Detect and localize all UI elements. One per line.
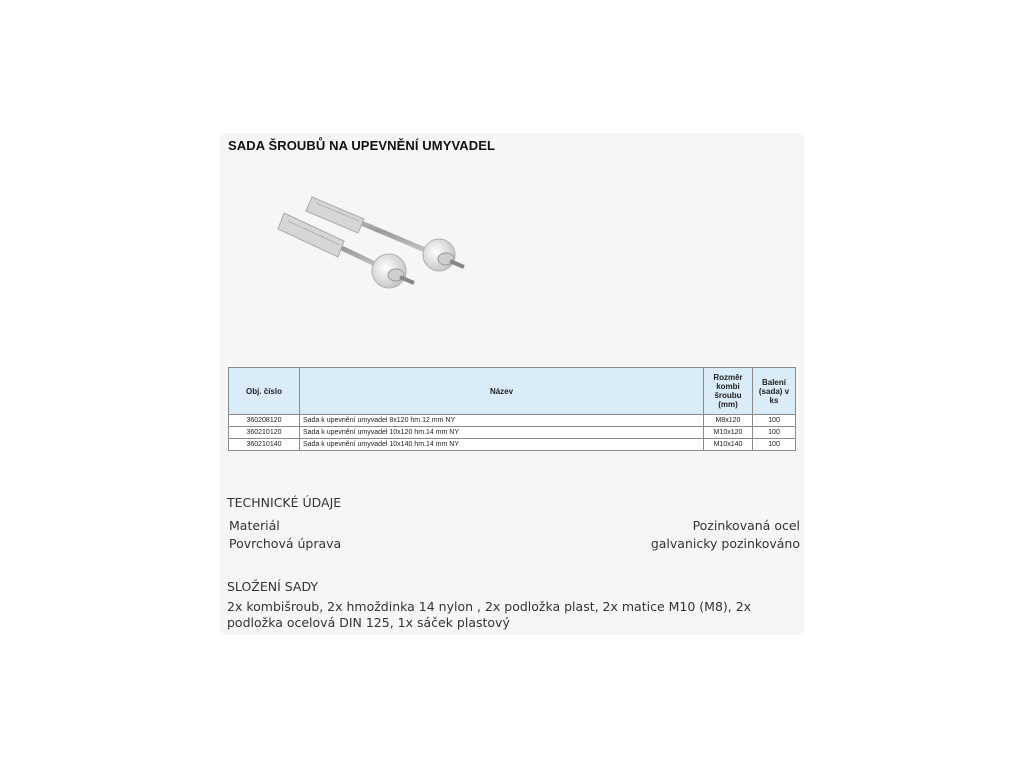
cell-screw-size: M10x120	[704, 427, 753, 439]
tech-value: galvanicky pozinkováno	[650, 536, 800, 551]
tech-value: Pozinkovaná ocel	[692, 518, 800, 533]
cell-package: 100	[753, 415, 796, 427]
cell-name: Sada k upevnění umyvadel 10x140 hm.14 mm NY	[300, 439, 704, 451]
product-panel	[220, 133, 804, 635]
product-title: SADA ŠROUBŮ NA UPEVNĚNÍ UMYVADEL	[228, 138, 496, 153]
composition-text: 2x kombišroub, 2x hmoždinka 14 nylon , 2x podložka plast, 2x matice M10 (M8), 2x podložka ocelová DIN 125, 1x sáček plastový	[227, 599, 752, 630]
table-row	[229, 427, 796, 439]
table-row	[229, 415, 796, 427]
tech-label: Povrchová úprava	[229, 536, 342, 551]
cell-screw-size: M8x120	[704, 415, 753, 427]
product-table	[228, 367, 796, 451]
cell-order-number: 360210140	[229, 439, 300, 451]
cell-package: 100	[753, 439, 796, 451]
cell-name: Sada k upevnění umyvadel 10x120 hm.14 mm NY	[300, 427, 704, 439]
technical-heading: TECHNICKÉ ÚDAJE	[227, 495, 342, 510]
composition-heading: SLOŽENÍ SADY	[227, 579, 319, 594]
cell-order-number: 360210120	[229, 427, 300, 439]
cell-package: 100	[753, 427, 796, 439]
tech-row-surface	[229, 536, 800, 551]
cell-name: Sada k upevnění umyvadel 8x120 hm.12 mm NY	[300, 415, 704, 427]
tech-row-material	[229, 518, 800, 533]
table-header-row	[229, 368, 796, 415]
col-package: Balení (sada) v ks	[753, 368, 796, 415]
tech-label: Materiál	[229, 518, 280, 533]
cell-screw-size: M10x140	[704, 439, 753, 451]
col-order-number: Obj. číslo	[229, 368, 300, 415]
table-row	[229, 439, 796, 451]
col-name: Název	[300, 368, 704, 415]
product-image	[254, 183, 494, 313]
col-screw-size: Rozměr kombi šroubu (mm)	[704, 368, 753, 415]
cell-order-number: 360208120	[229, 415, 300, 427]
